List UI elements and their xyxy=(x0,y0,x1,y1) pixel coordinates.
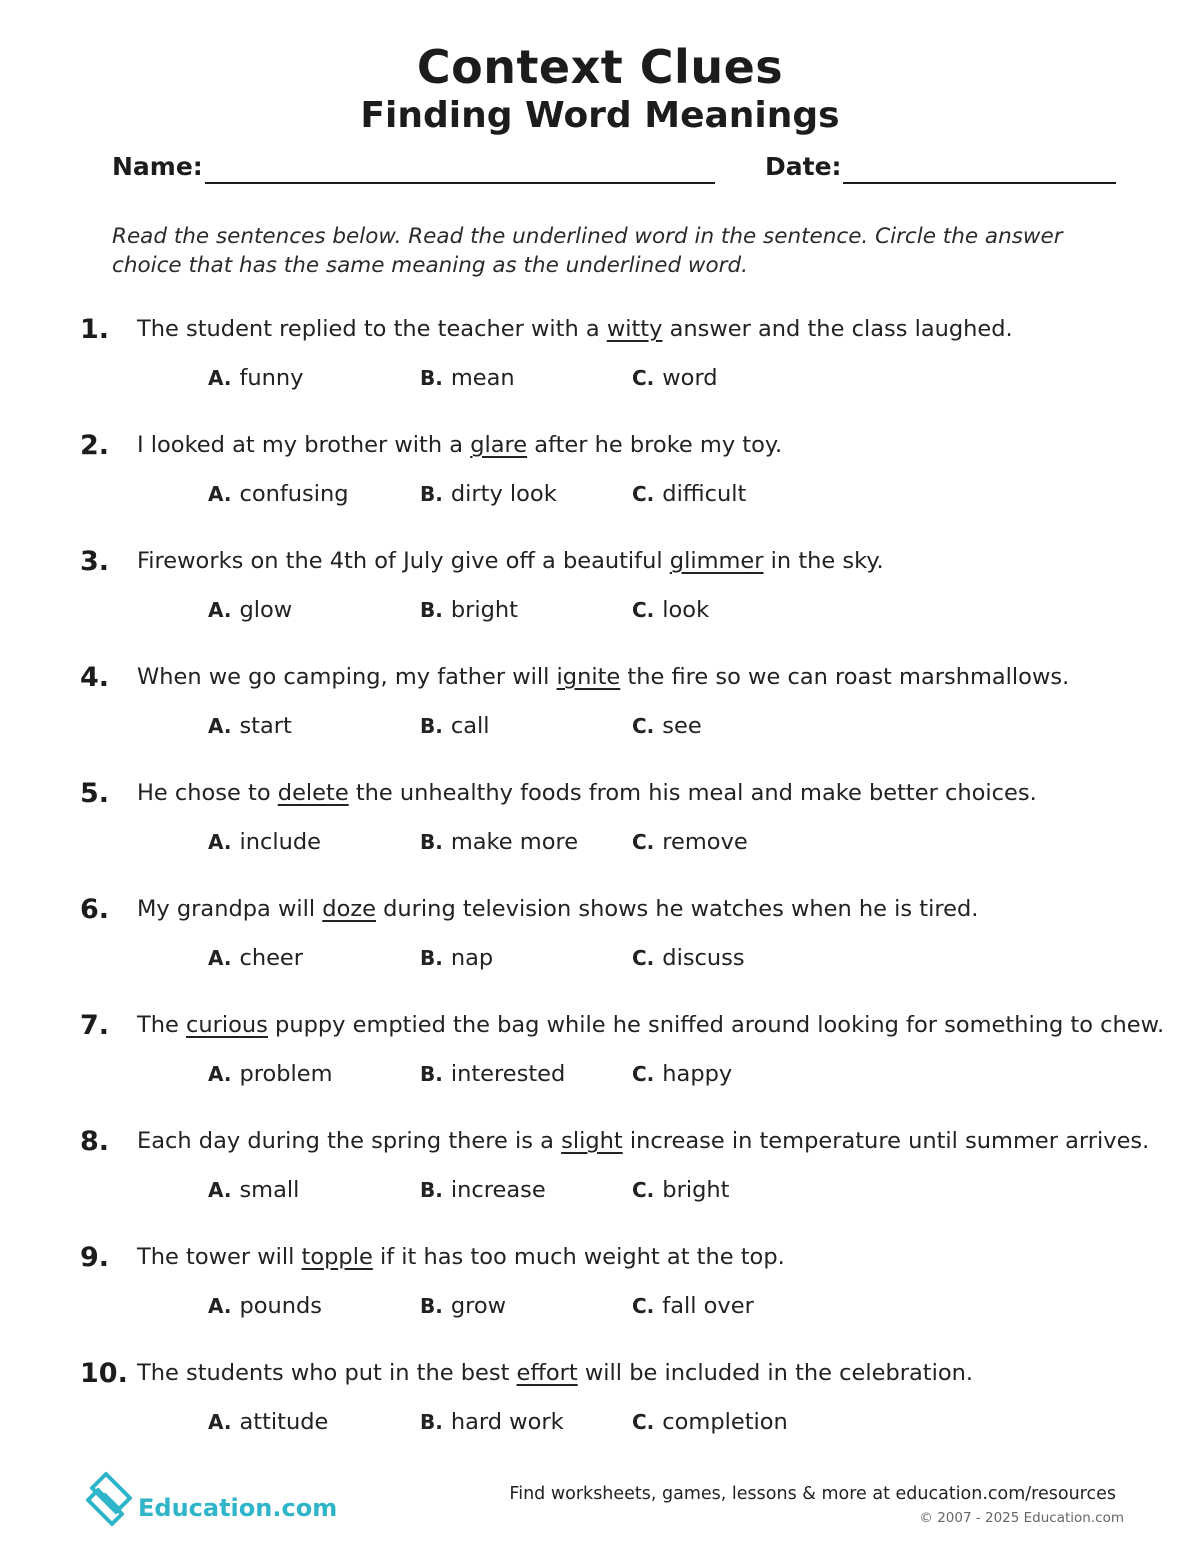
choice-letter: C. xyxy=(632,946,655,970)
name-line[interactable] xyxy=(205,182,715,184)
choice-letter: C. xyxy=(632,830,655,854)
sentence-end: the fire so we can roast marshmallows. xyxy=(620,664,1070,690)
answer-choice-a[interactable] xyxy=(208,481,349,507)
choice-text: small xyxy=(239,1177,300,1203)
choice-letter: A. xyxy=(208,830,232,854)
choice-text: look xyxy=(662,597,710,623)
question-number: 8. xyxy=(80,1126,110,1157)
answer-choice-a[interactable] xyxy=(208,597,292,623)
choice-letter: A. xyxy=(208,482,232,506)
underlined-word: doze xyxy=(322,896,376,922)
underlined-word: effort xyxy=(516,1360,578,1386)
choice-letter: B. xyxy=(420,1062,443,1086)
answer-choice-c[interactable] xyxy=(632,1409,788,1435)
answer-choice-c[interactable] xyxy=(632,597,709,623)
choice-letter: C. xyxy=(632,1410,655,1434)
underlined-word: witty xyxy=(606,316,663,342)
answer-choice-c[interactable] xyxy=(632,365,718,391)
choice-letter: A. xyxy=(208,714,232,738)
sentence-end: will be included in the celebration. xyxy=(577,1360,974,1386)
choice-text: see xyxy=(662,713,702,739)
answer-choice-c[interactable] xyxy=(632,1061,732,1087)
sentence-end: in the sky. xyxy=(763,548,884,574)
answer-choice-a[interactable] xyxy=(208,365,303,391)
question-sentence xyxy=(137,432,782,458)
choice-letter: B. xyxy=(420,482,443,506)
choice-letter: A. xyxy=(208,1294,232,1318)
sentence-start: The tower will xyxy=(137,1244,302,1270)
answer-choice-a[interactable] xyxy=(208,1177,299,1203)
answer-choice-b[interactable] xyxy=(420,1293,506,1319)
question-sentence xyxy=(137,896,978,922)
answer-choice-b[interactable] xyxy=(420,945,493,971)
choice-text: discuss xyxy=(662,945,745,971)
sentence-end: if it has too much weight at the top. xyxy=(372,1244,785,1270)
choice-letter: C. xyxy=(632,598,655,622)
underlined-word: curious xyxy=(186,1012,268,1038)
answer-choice-a[interactable] xyxy=(208,713,292,739)
answer-choice-a[interactable] xyxy=(208,945,303,971)
choice-letter: B. xyxy=(420,598,443,622)
question-number: 1. xyxy=(80,314,110,345)
choice-text: hard work xyxy=(450,1409,564,1435)
answer-choice-a[interactable] xyxy=(208,829,321,855)
underlined-word: glare xyxy=(470,432,528,458)
sentence-start: He chose to xyxy=(137,780,278,806)
choice-letter: C. xyxy=(632,1294,655,1318)
choice-text: make more xyxy=(450,829,579,855)
answer-choice-b[interactable] xyxy=(420,1177,546,1203)
choice-text: word xyxy=(662,365,718,391)
choice-text: call xyxy=(450,713,490,739)
sentence-start: Fireworks on the 4th of July give off a beautiful xyxy=(137,548,670,574)
choice-letter: A. xyxy=(208,946,232,970)
underlined-word: slight xyxy=(561,1128,623,1154)
choice-letter: A. xyxy=(208,366,232,390)
underlined-word: glimmer xyxy=(669,548,764,574)
name-label: Name: xyxy=(112,152,203,181)
choice-letter: B. xyxy=(420,830,443,854)
question-number: 4. xyxy=(80,662,110,693)
answer-choice-a[interactable] xyxy=(208,1293,322,1319)
choice-letter: A. xyxy=(208,1062,232,1086)
choice-letter: C. xyxy=(632,1178,655,1202)
page-subtitle: Finding Word Meanings xyxy=(360,95,840,136)
sentence-start: The student replied to the teacher with a xyxy=(137,316,607,342)
choice-letter: C. xyxy=(632,714,655,738)
choice-letter: B. xyxy=(420,1410,443,1434)
choice-letter: B. xyxy=(420,1294,443,1318)
choice-text: increase xyxy=(450,1177,546,1203)
answer-choice-c[interactable] xyxy=(632,945,745,971)
sentence-start: The xyxy=(137,1012,186,1038)
footer-tagline[interactable]: Find worksheets, games, lessons & more at education.com/resources xyxy=(509,1484,1116,1504)
choice-text: interested xyxy=(450,1061,566,1087)
copyright: © 2007 - 2025 Education.com xyxy=(919,1510,1124,1526)
choice-letter: B. xyxy=(420,1178,443,1202)
choice-letter: B. xyxy=(420,946,443,970)
choice-text: attitude xyxy=(239,1409,329,1435)
choice-text: start xyxy=(239,713,292,739)
sentence-end: after he broke my toy. xyxy=(527,432,783,458)
sentence-end: answer and the class laughed. xyxy=(662,316,1013,342)
choice-letter: C. xyxy=(632,1062,655,1086)
question-sentence xyxy=(137,1012,1164,1038)
answer-choice-c[interactable] xyxy=(632,1177,729,1203)
answer-choice-b[interactable] xyxy=(420,1061,565,1087)
answer-choice-a[interactable] xyxy=(208,1409,328,1435)
choice-text: nap xyxy=(450,945,494,971)
question-sentence xyxy=(137,1128,1149,1154)
sentence-start: My grandpa will xyxy=(137,896,323,922)
sentence-start: I looked at my brother with a xyxy=(137,432,471,458)
choice-text: dirty look xyxy=(450,481,557,507)
choice-text: bright xyxy=(450,597,518,623)
sentence-start: Each day during the spring there is a xyxy=(137,1128,562,1154)
choice-text: completion xyxy=(662,1409,788,1435)
question-number: 7. xyxy=(80,1010,110,1041)
choice-letter: A. xyxy=(208,598,232,622)
logo-text: Education.com xyxy=(138,1494,338,1522)
choice-text: fall over xyxy=(662,1293,754,1319)
date-line[interactable] xyxy=(843,182,1116,184)
answer-choice-b[interactable] xyxy=(420,365,515,391)
answer-choice-b[interactable] xyxy=(420,713,490,739)
choice-text: funny xyxy=(239,365,304,391)
answer-choice-b[interactable] xyxy=(420,597,518,623)
question-sentence xyxy=(137,780,1037,806)
answer-choice-c[interactable] xyxy=(632,481,746,507)
underlined-word: delete xyxy=(277,780,349,806)
choice-text: grow xyxy=(450,1293,507,1319)
question-number: 6. xyxy=(80,894,110,925)
choice-text: include xyxy=(239,829,321,855)
choice-letter: A. xyxy=(208,1178,232,1202)
answer-choice-c[interactable] xyxy=(632,829,748,855)
choice-text: cheer xyxy=(239,945,304,971)
choice-text: confusing xyxy=(239,481,349,507)
answer-choice-c[interactable] xyxy=(632,1293,754,1319)
sentence-start: The students who put in the best xyxy=(137,1360,517,1386)
answer-choice-b[interactable] xyxy=(420,1409,564,1435)
choice-letter: C. xyxy=(632,366,655,390)
question-sentence xyxy=(137,316,1013,342)
choice-letter: C. xyxy=(632,482,655,506)
choice-text: bright xyxy=(662,1177,730,1203)
question-sentence xyxy=(137,1360,973,1386)
question-sentence xyxy=(137,664,1069,690)
choice-text: pounds xyxy=(239,1293,323,1319)
sentence-end: puppy emptied the bag while he sniffed around looking for something to chew. xyxy=(267,1012,1165,1038)
answer-choice-a[interactable] xyxy=(208,1061,333,1087)
choice-text: happy xyxy=(662,1061,733,1087)
sentence-end: increase in temperature until summer arrives. xyxy=(622,1128,1150,1154)
choice-text: difficult xyxy=(662,481,747,507)
choice-letter: A. xyxy=(208,1410,232,1434)
choice-letter: B. xyxy=(420,366,443,390)
question-number: 2. xyxy=(80,430,110,461)
underlined-word: topple xyxy=(301,1244,373,1270)
choice-text: remove xyxy=(662,829,748,855)
date-label: Date: xyxy=(765,152,842,181)
question-number: 5. xyxy=(80,778,110,809)
instructions: Read the sentences below. Read the underlined word in the sentence. Circle the answer choice that has the same meaning as the underlined word. xyxy=(112,224,1063,278)
sentence-start: When we go camping, my father will xyxy=(137,664,557,690)
question-number: 3. xyxy=(80,546,110,577)
choice-text: problem xyxy=(239,1061,333,1087)
question-number: 10. xyxy=(80,1358,128,1389)
question-sentence xyxy=(137,1244,785,1270)
page-title: Context Clues xyxy=(416,40,784,94)
question-sentence xyxy=(137,548,884,574)
answer-choice-b[interactable] xyxy=(420,829,578,855)
answer-choice-b[interactable] xyxy=(420,481,557,507)
sentence-end: during television shows he watches when he is tired. xyxy=(375,896,979,922)
choice-text: mean xyxy=(450,365,515,391)
underlined-word: ignite xyxy=(556,664,621,690)
choice-letter: B. xyxy=(420,714,443,738)
question-number: 9. xyxy=(80,1242,110,1273)
sentence-end: the unhealthy foods from his meal and make better choices. xyxy=(348,780,1037,806)
choice-text: glow xyxy=(239,597,293,623)
answer-choice-c[interactable] xyxy=(632,713,702,739)
